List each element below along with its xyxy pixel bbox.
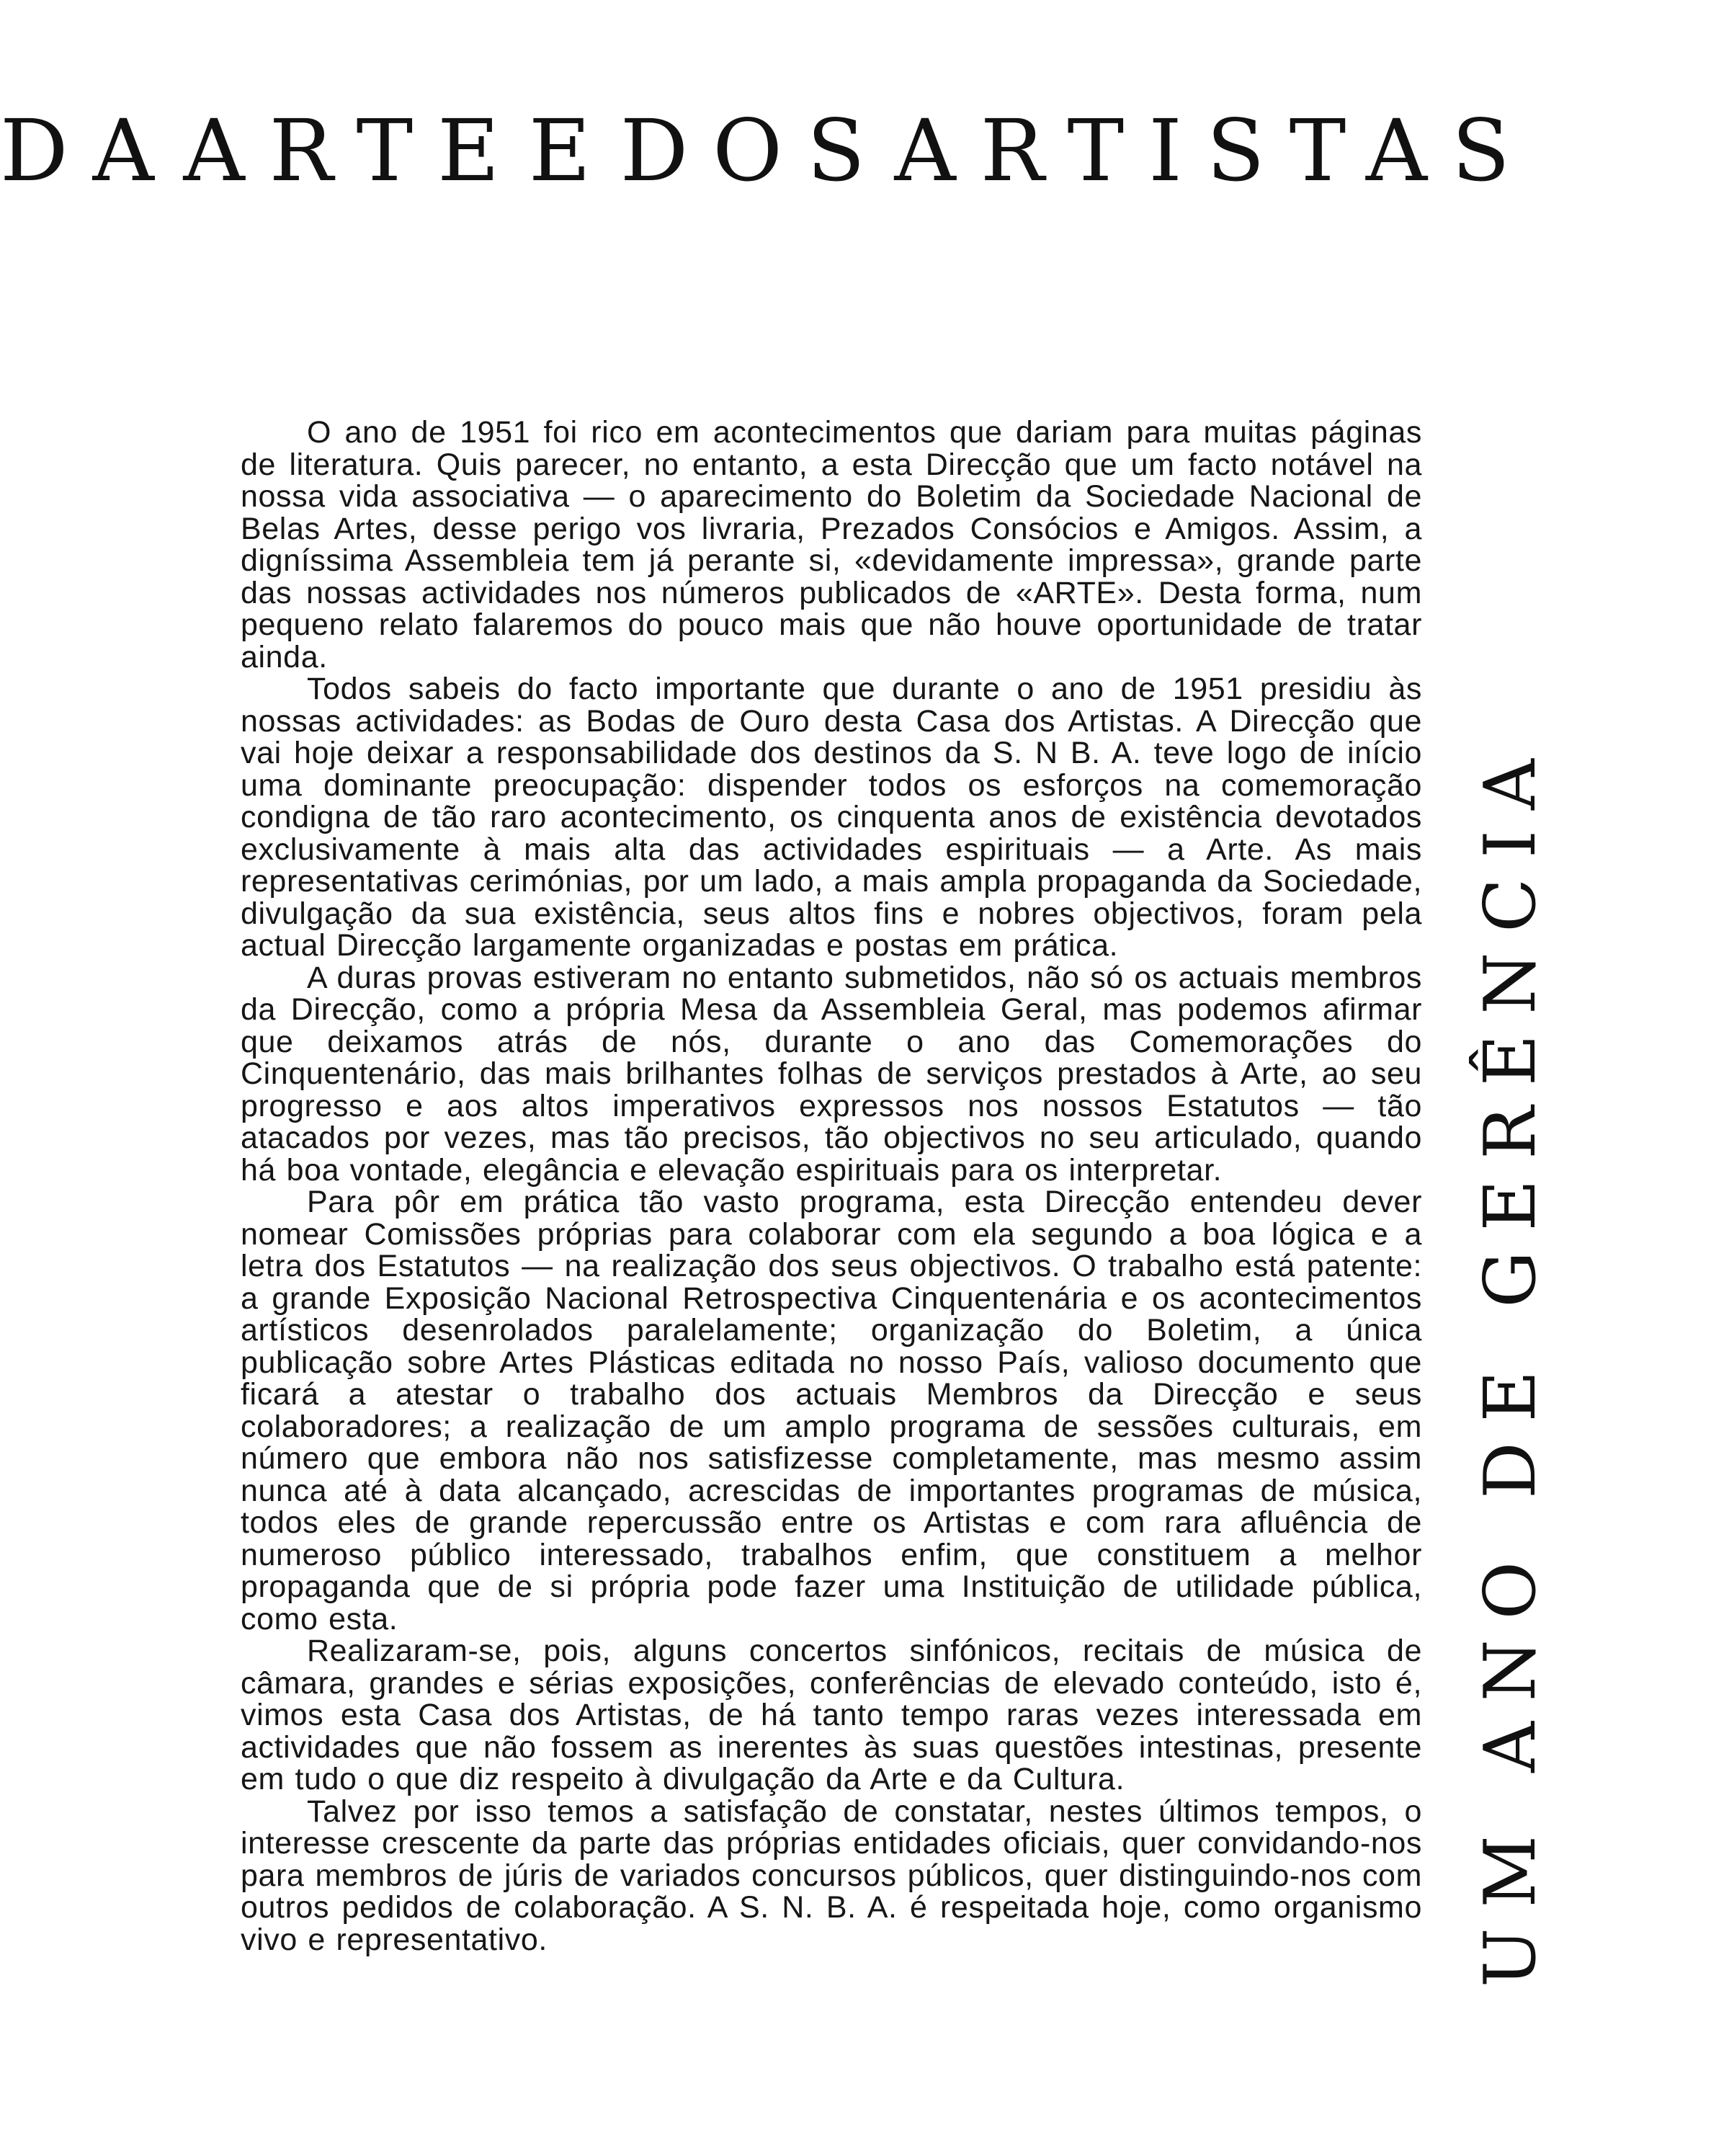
paragraph: O ano de 1951 foi rico em acontecimentos que dariam para muitas páginas de literatura. Quis parecer, no entanto, a esta Direcção que um facto notável na nossa vida associativa — o aparecimento do Boletim da Sociedade Nacional de Belas Artes, desse perigo vos livraria, Prezados Consócios e Amigos. Assim, a digníssima Assembleia tem já perante si, «devidamente impressa», grande parte das nossas actividades nos números publicados de «ARTE». Desta forma, num pequeno relato falaremos do pouco mais que não houve oportunidade de tratar ainda.	[241, 415, 1422, 674]
title-word: ARTISTAS	[894, 101, 1534, 200]
section-title-vertical: UM ANO DE GERÊNCIA	[1470, 739, 1552, 1987]
title-word: ARTE	[183, 101, 524, 200]
article-body	[241, 416, 1422, 1973]
paragraph: A duras provas estiveram no entanto submetidos, não só os actuais membros da Direcção, como a própria Mesa da Assembleia Geral, mas podemos afirmar que deixamos atrás de nós, durante o ano das Comemorações do Cinquentenário, das mais brilhantes folhas de serviços prestados à Arte, ao seu progresso e aos altos imperativos expressos nos nossos Estatutos — tão atacados por vezes, mas tão precisos, tão objectivos no seu articulado, quando há boa vontade, elegância e elevação espirituais para os interpretar.	[241, 960, 1422, 1188]
title-word: DOS	[620, 101, 890, 200]
paragraph: Todos sabeis do facto importante que durante o ano de 1951 presidiu às nossas actividades: as Bodas de Ouro desta Casa dos Artistas. A Direcção que vai hoje deixar a responsabilidade dos destinos da S. N B. A. teve logo de início uma dominante preocupação: dispender todos os esforços na comemoração condigna de tão raro acontecimento, os cinquenta anos de existência devotados exclusivamente à mais alta das actividades espirituais — a Arte. As mais representativas cerimónias, por um lado, a mais ampla propaganda da Sociedade, divulgação da sua existência, seus altos fins e nobres objectivos, foram pela actual Direcção largamente organizadas e postas em prática.	[241, 672, 1422, 963]
title-word: E	[528, 101, 616, 200]
paragraph: Para pôr em prática tão vasto programa, esta Direcção entendeu dever nomear Comissões próprias para colaborar com ela segundo a boa lógica e a letra dos Estatutos — na realização dos seus objectivos. O trabalho está patente: a grande Exposição Nacional Retrospectiva Cinquentenária e os acontecimentos artísticos desenrolados paralelamente; organização do Boletim, a única publicação sobre Artes Plásticas editada no nosso País, valioso documento que ficará a atestar o trabalho dos actuais Membros da Direcção e seus colaboradores; a realização de um amplo programa de sessões culturais, em número que embora não nos satisfizesse completamente, mas mesmo assim nunca até à data alcançado, acrescidas de importantes programas de música, todos eles de grande repercussão entre os Artistas e com rara afluência de numeroso público interessado, trabalhos enfim, que constituem a melhor propaganda que de si própria pode fazer uma Instituição de utilidade pública, como esta.	[241, 1185, 1422, 1636]
title-word: DA	[0, 101, 179, 200]
paragraph: Realizaram-se, pois, alguns concertos sinfónicos, recitais de música de câmara, grandes e sérias exposições, conferências de elevado conteúdo, isto é, vimos esta Casa dos Artistas, de há tanto tempo raras vezes interessada em actividades que não fossem as inerentes às suas questões intestinas, presente em tudo o que diz respeito à divulgação da Arte e da Cultura.	[241, 1634, 1422, 1796]
page-title	[0, 101, 1534, 200]
paragraph: Talvez por isso temos a satisfação de constatar, nestes últimos tempos, o interesse crescente da parte das próprias entidades oficiais, quer convidando-nos para membros de júris de variados concursos públicos, quer distinguindo-nos com outros pedidos de colaboração. A S. N. B. A. é respeitada hoje, como organismo vivo e representativo.	[241, 1794, 1422, 1957]
